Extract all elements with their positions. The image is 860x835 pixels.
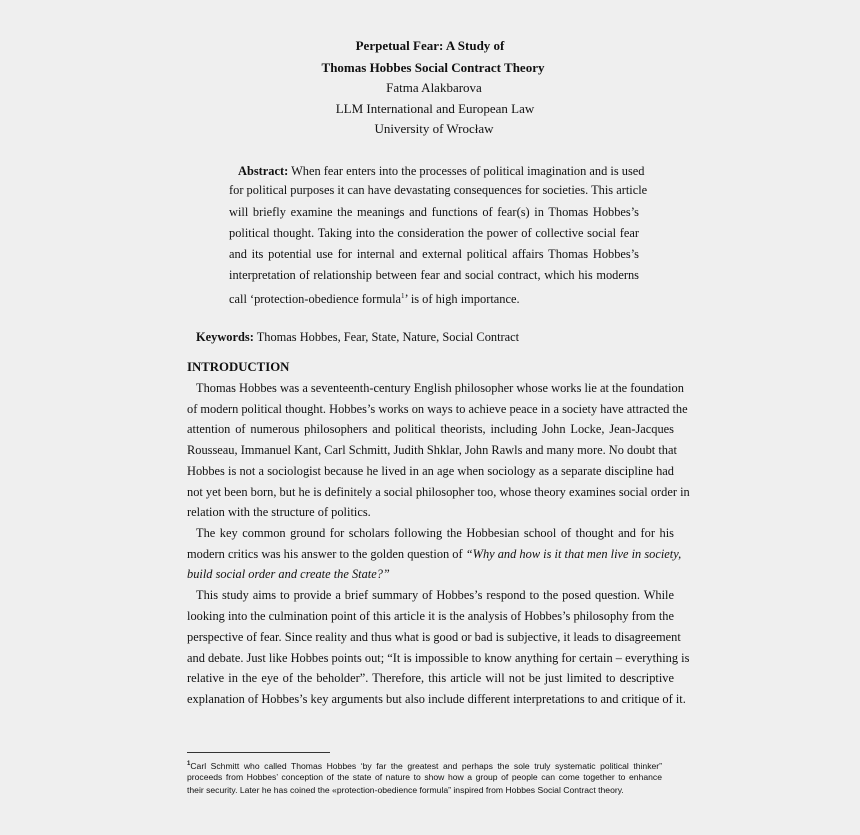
paragraph-line: of modern political thought. Hobbes’s works on ways to achieve peace in a society have attracted the: [187, 402, 688, 416]
paragraph-line: relative in the eye of the beholder”. Therefore, this article will not be just limited to descriptive: [187, 671, 674, 685]
paragraph-line: Thomas Hobbes was a seventeenth-century English philosopher whose works lie at the foundation: [196, 381, 684, 395]
footnote-mark: 1: [187, 761, 191, 767]
keywords-label: Keywords:: [196, 330, 254, 344]
abstract-line: and its potential use for internal and external political affairs Thomas Hobbes’s: [229, 247, 639, 261]
paragraph-line: perspective of fear. Since reality and thus what is good or bad is subjective, it leads to disagreement: [187, 630, 681, 644]
paragraph-line: Rousseau, Immanuel Kant, Carl Schmitt, Judith Shklar, John Rawls and many more. No doubt that: [187, 443, 677, 457]
abstract-line: interpretation of relationship between fear and social contract, which his moderns: [229, 268, 639, 282]
author-program: LLM International and European Law: [335, 101, 535, 116]
abstract-line: political thought. Taking into the consideration the power of collective social fear: [229, 226, 639, 240]
abstract-label: Abstract:: [238, 164, 289, 178]
paper-title-line-1: Perpetual Fear: A Study of: [355, 38, 505, 53]
keywords-line: [196, 329, 519, 345]
paragraph-line: This study aims to provide a brief summary of Hobbes’s respond to the posed question. While: [196, 588, 674, 602]
paragraph-line: and debate. Just like Hobbes points out; “It is impossible to know anything for certain – everything is: [187, 651, 690, 665]
footnote-reference[interactable]: 1: [401, 292, 405, 300]
section-heading: INTRODUCTION: [187, 360, 290, 374]
footnote-divider: [187, 752, 330, 753]
footnote-line: [187, 759, 662, 772]
abstract-text: ’ is of high importance.: [404, 292, 520, 307]
keywords-text: Thomas Hobbes, Fear, State, Nature, Social Contract: [256, 330, 520, 344]
author-name: Fatma Alakbarova: [386, 80, 482, 95]
paragraph-line: relation with the structure of politics.: [187, 505, 371, 519]
paragraph-line: looking into the culmination point of this article it is the analysis of Hobbes’s philosophy from the: [187, 609, 674, 623]
paragraph-line: explanation of Hobbes’s key arguments but also include different interpretations to and critique of it.: [187, 692, 686, 706]
paragraph-line: attention of numerous philosophers and political theorists, including John Locke, Jean-Jacques: [187, 422, 674, 436]
paragraph-line: Hobbes is not a sociologist because he lived in an age when sociology as a separate discipline had: [187, 464, 674, 478]
paper-title-line-2: Thomas Hobbes Social Contract Theory: [321, 60, 545, 75]
quoted-question: “Why and how is it that men live in society,: [465, 547, 682, 561]
abstract-line: for political purposes it can have devastating consequences for societies. This article: [229, 183, 648, 197]
author-university: University of Wrocław: [374, 121, 494, 136]
quoted-question: build social order and create the State?”: [187, 567, 390, 581]
paragraph-text: modern critics was his answer to the golden question of: [187, 547, 466, 561]
paragraph-line: The key common ground for scholars following the Hobbesian school of thought and for his: [196, 526, 674, 540]
footnote-line: proceeds from Hobbes’ conception of the state of nature to show how a group of people can come together to enhance: [187, 772, 662, 782]
paragraph-line: not yet been born, but he is definitely a social philosopher too, whose theory examines social order in: [187, 485, 690, 499]
paragraph-line: [187, 546, 682, 562]
abstract-last-line: [229, 288, 520, 307]
abstract-first-line: [238, 163, 645, 179]
abstract-line: will briefly examine the meanings and functions of fear(s) in Thomas Hobbes’s: [229, 205, 639, 219]
paragraph-line: [187, 566, 390, 582]
footnote-text: Carl Schmitt who called Thomas Hobbes ‘by far the greatest and perhaps the sole truly systematic political thinker”: [190, 760, 662, 771]
abstract-text: call ‘protection-obedience formula: [229, 292, 402, 307]
footnote-line: their security. Later he has coined the «protection-obedience formula” inspired from Hobbes Social Contract theory.: [187, 785, 624, 795]
abstract-text: When fear enters into the processes of political imagination and is used: [291, 164, 645, 178]
